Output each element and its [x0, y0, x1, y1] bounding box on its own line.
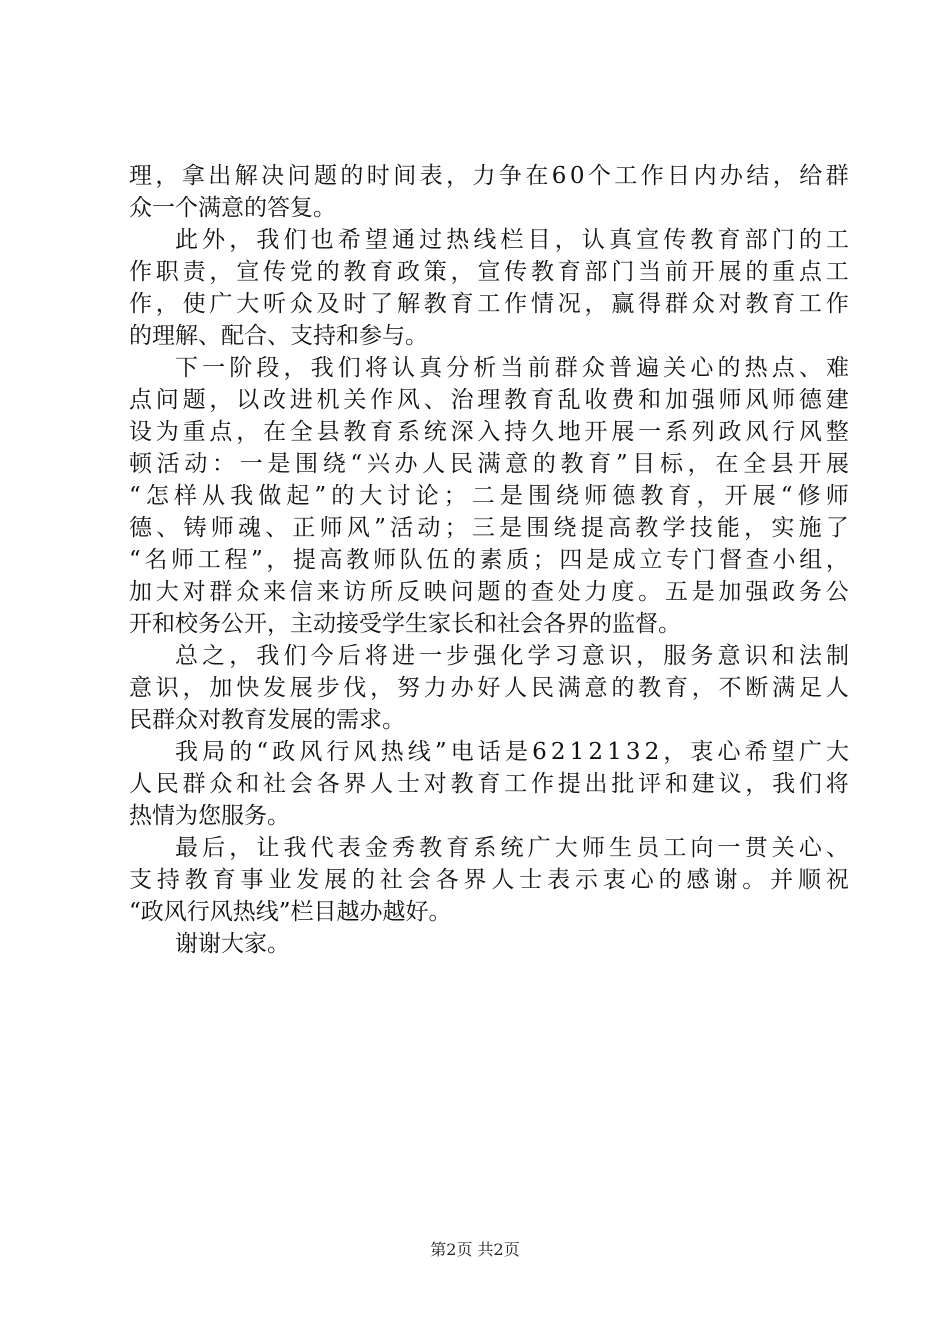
paragraph [129, 928, 849, 960]
paragraph-line: “ 名 师 工 程 ” ， 提 高 教 师 队 伍 的 素 质 ； 四 是 成 立 专 门 督 查 小 组 ， [129, 547, 849, 573]
paragraph-line: 点 问 题 ， 以 改 进 机 关 作 风 、 治 理 教 育 乱 收 费 和 加 强 师 风 师 德 建 [129, 387, 849, 413]
paragraph-line: 此 外 ， 我 们 也 希 望 通 过 热 线 栏 目 ， 认 真 宣 传 教 育 部 门 的 工 [175, 227, 849, 253]
paragraph-line: 人 民 群 众 和 社 会 各 界 人 士 对 教 育 工 作 提 出 批 评 和 建 议 ， 我 们 将 [129, 771, 849, 797]
paragraph-line: 顿 活 动 ： 一 是 围 绕 “ 兴 办 人 民 满 意 的 教 育 ” 目 标 ， 在 全 县 开 展 [129, 451, 849, 477]
paragraph-line: 的理解、配合、支持和参与。 [129, 323, 428, 349]
paragraph-line: 作 职 责 ， 宣 传 党 的 教 育 政 策 ， 宣 传 教 育 部 门 当 前 开 展 的 重 点 工 [129, 259, 849, 285]
paragraph [129, 352, 849, 640]
paragraph-line: 作 ， 使 广 大 听 众 及 时 了 解 教 育 工 作 情 况 ， 赢 得 群 众 对 教 育 工 作 [129, 291, 849, 317]
paragraph [129, 736, 849, 832]
paragraph-line: 我 局 的 “ 政 风 行 风 热 线 ” 电 话 是 6 2 1 2 1 3 2 ， 衷 心 希 望 广 大 [175, 739, 849, 765]
paragraph-line: “ 怎 样 从 我 做 起 ” 的 大 讨 论 ； 二 是 围 绕 师 德 教 育 ， 开 展 “ 修 师 [129, 483, 849, 509]
paragraph-line: 设 为 重 点 ， 在 全 县 教 育 系 统 深 入 持 久 地 开 展 一 系 列 政 风 行 风 整 [129, 419, 849, 445]
paragraph-line: 热情为您服务。 [129, 803, 290, 829]
paragraph-line: 最 后 ， 让 我 代 表 金 秀 教 育 系 统 广 大 师 生 员 工 向 一 贯 关 心 、 [175, 835, 849, 861]
page-footer: 第2页 共2页 [430, 1240, 520, 1259]
paragraph-line: 理 ， 拿 出 解 决 问 题 的 时 间 表 ， 力 争 在 6 0 个 工 作 日 内 办 结 ， 给 群 [129, 163, 849, 189]
paragraph-line: 开和校务公开，主动接受学生家长和社会各界的监督。 [129, 611, 681, 637]
paragraph [129, 224, 849, 352]
paragraph-line: 谢谢大家。 [175, 931, 290, 957]
paragraph-line: 意 识 ， 加 快 发 展 步 伐 ， 努 力 办 好 人 民 满 意 的 教 育 ， 不 断 满 足 人 [129, 675, 849, 701]
paragraph-line: “政风行风热线”栏目越办越好。 [129, 899, 452, 925]
paragraph [129, 640, 849, 736]
paragraph [129, 832, 849, 928]
paragraph-line: 众一个满意的答复。 [129, 195, 336, 221]
paragraph-line: 总 之 ， 我 们 今 后 将 进 一 步 强 化 学 习 意 识 ， 服 务 意 识 和 法 制 [175, 643, 849, 669]
paragraph [129, 160, 849, 224]
paragraph-line: 德 、 铸 师 魂 、 正 师 风 ” 活 动 ； 三 是 围 绕 提 高 教 学 技 能 ， 实 施 了 [129, 515, 849, 541]
paragraph-line: 民群众对教育发展的需求。 [129, 707, 405, 733]
paragraph-line: 加 大 对 群 众 来 信 来 访 所 反 映 问 题 的 查 处 力 度 。 五 是 加 强 政 务 公 [129, 579, 849, 605]
paragraph-line: 下 一 阶 段 ， 我 们 将 认 真 分 析 当 前 群 众 普 遍 关 心 的 热 点 、 难 [175, 355, 849, 381]
document-body [129, 160, 849, 960]
paragraph-line: 支 持 教 育 事 业 发 展 的 社 会 各 界 人 士 表 示 衷 心 的 感 谢 。 并 顺 祝 [129, 867, 849, 893]
